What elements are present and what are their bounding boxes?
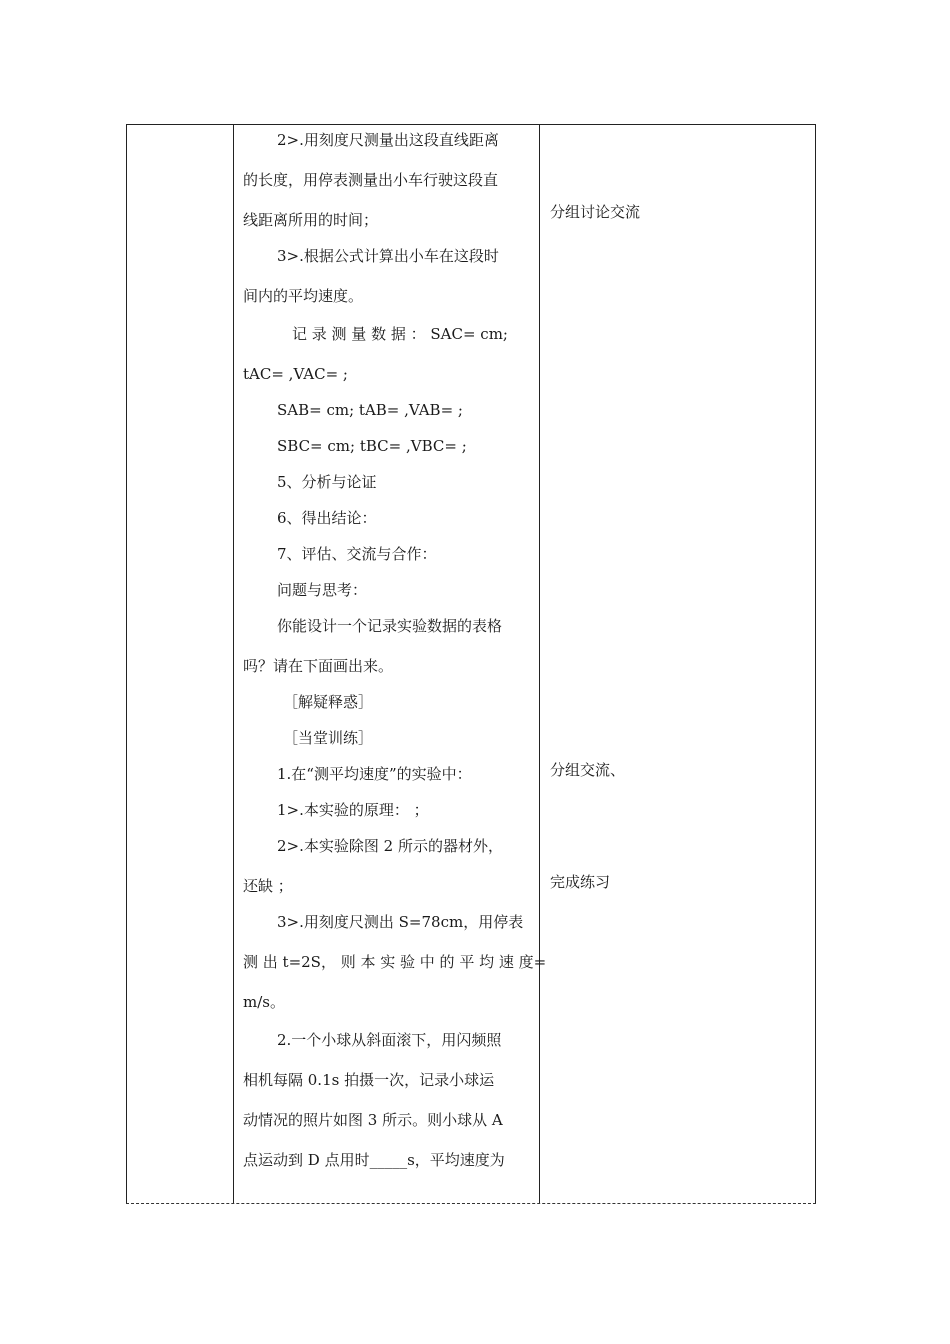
content-line: 还缺 ； bbox=[243, 877, 293, 895]
content-line: 6、得出结论： bbox=[277, 509, 377, 527]
content-line: 动情况的照片如图 3 所示。则小球从 A bbox=[243, 1111, 503, 1129]
content-line: m/s。 bbox=[243, 993, 285, 1011]
content-line: 你能设计一个记录实验数据的表格 bbox=[277, 617, 503, 635]
content-line: SAB= cm; tAB= ,VAB= ; bbox=[277, 401, 463, 419]
content-line: 吗？请在下面画出来。 bbox=[243, 657, 394, 675]
content-line: 2.一个小球从斜面滚下，用闪频照 bbox=[277, 1031, 502, 1049]
content-line: 2>.本实验除图 2 所示的器材外， bbox=[277, 837, 503, 855]
activity-note: 分组交流、 bbox=[550, 761, 626, 779]
content-line: 1>.本实验的原理： ； bbox=[277, 801, 429, 819]
content-line: 记 录 测 量 数 据 ： SAC= cm; bbox=[292, 325, 508, 343]
content-line: 测 出 t=2S， 则 本 实 验 中 的 平 均 速 度= bbox=[243, 953, 547, 971]
content-line: ［当堂训练］ bbox=[283, 729, 374, 747]
content-line: 5、分析与论证 bbox=[277, 473, 377, 491]
content-line: SBC= cm; tBC= ,VBC= ; bbox=[277, 437, 467, 455]
content-line: 1.在“测平均速度”的实验中： bbox=[277, 765, 472, 783]
content-line: 2>.用刻度尺测量出这段直线距离 bbox=[277, 131, 499, 149]
content-line: 问题与思考： bbox=[277, 581, 368, 599]
page-break-dashed-line bbox=[126, 1203, 816, 1204]
content-line: 7、评估、交流与合作： bbox=[277, 545, 437, 563]
content-line: 3>.根据公式计算出小车在这段时 bbox=[277, 247, 499, 265]
content-line: 3>.用刻度尺测出 S=78cm，用停表 bbox=[277, 913, 524, 931]
content-line: 线距离所用的时间； bbox=[243, 211, 379, 229]
column-divider-left bbox=[233, 125, 234, 1204]
content-line: ［解疑释惑］ bbox=[283, 693, 374, 711]
activity-note: 分组讨论交流 bbox=[550, 203, 641, 221]
content-line: 的长度，用停表测量出小车行驶这段直 bbox=[243, 171, 499, 189]
content-line: 点运动到 D 点用时_____s，平均速度为 bbox=[243, 1151, 505, 1169]
content-line: tAC= ,VAC= ; bbox=[243, 365, 348, 383]
content-line: 相机每隔 0.1s 拍摄一次，记录小球运 bbox=[243, 1071, 495, 1089]
column-divider-right bbox=[539, 125, 540, 1204]
activity-note: 完成练习 bbox=[550, 873, 611, 891]
content-line: 间内的平均速度。 bbox=[243, 287, 364, 305]
